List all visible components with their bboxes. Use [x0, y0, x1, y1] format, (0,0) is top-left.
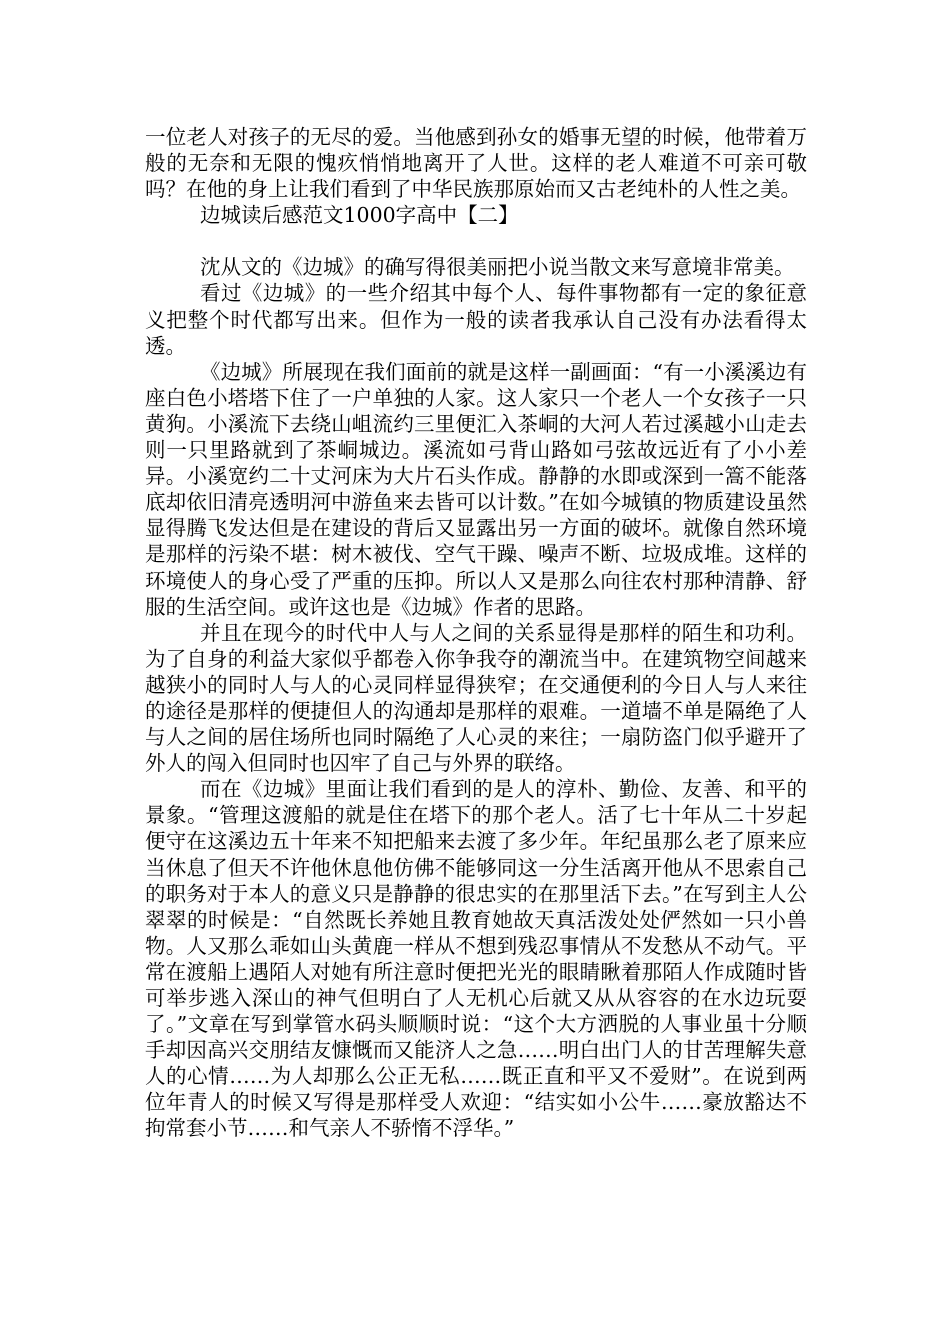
body-paragraph-5: 而在《边城》里面让我们看到的是人的淳朴、勤俭、友善、和平的景象。“管理这渡船的就是住在塔下的那个老人。活了七十年从二十岁起便守在这溪边五十年来不知把船来去渡了多少年。年纪虽那么老了原来应当休息了但天不许他休息他仿佛不能够同这一分生活离开他从不思索自己的职务对于本人的意义只是静静的很忠实的在那里活下去。”在写到主人公翠翠的时候是：“自然既长养她且教育她故天真活泼处处俨然如一只小兽物。人又那么乖如山头黄鹿一样从不想到残忍事情从不发愁从不动气。平常在渡船上遇陌人对她有所注意时便把光光的眼睛瞅着那陌人作成随时皆可举步逃入深山的神气但明白了人无机心后就又从从容容的在水边玩耍了。”文章在写到掌管水码头顺顺时说：“这个大方洒脱的人事业虽十分顺手却因高兴交朋结友慷慨而又能济人之急……明白出门人的甘苦理解失意人的心情……为人却那么公正无私……既正直和平又不爱财”。在说到两位年青人的时候又写得是那样受人欢迎：“结实如小公牛……豪放豁达不拘常套小节……和气亲人不骄惰不浮华。”: [145, 777, 807, 1141]
blank-line: [145, 228, 807, 254]
body-paragraph-3: 《边城》所展现在我们面前的就是这样一副画面：“有一小溪溪边有座白色小塔塔下住了一户单独的人家。这人家只一个老人一个女孩子一只黄狗。小溪流下去绕山岨流约三里便汇入茶峒的大河人若过溪越小山走去则一只里路就到了茶峒城边。溪流如弓背山路如弓弦故远近有了小小差异。小溪宽约二十丈河床为大片石头作成。静静的水即或深到一篙不能落底却依旧清亮透明河中游鱼来去皆可以计数。”在如今城镇的物质建设虽然显得腾飞发达但是在建设的背后又显露出另一方面的破坏。就像自然环境是那样的污染不堪：树木被伐、空气干躁、噪声不断、垃圾成堆。这样的环境使人的身心受了严重的压抑。所以人又是那么向往农村那种清静、舒服的生活空间。或许这也是《边城》作者的思路。: [145, 359, 807, 619]
section-heading: 边城读后感范文1000字高中【二】: [200, 203, 519, 228]
document-page: [145, 124, 807, 1142]
body-paragraph-2: 看过《边城》的一些介绍其中每个人、每件事物都有一定的象征意义把整个时代都写出来。但作为一般的读者我承认自己没有办法看得太透。: [145, 281, 807, 358]
continued-paragraph: 一位老人对孩子的无尽的爱。当他感到孙女的婚事无望的时候，他带着万般的无奈和无限的愧疚悄悄地离开了人世。这样的老人难道不可亲可敬吗？在他的身上让我们看到了中华民族那原始而又古老纯朴的人性之美。: [145, 125, 807, 202]
body-paragraph-1: 沈从文的《边城》的确写得很美丽把小说当散文来写意境非常美。: [200, 255, 795, 280]
body-paragraph-4: 并且在现今的时代中人与人之间的关系显得是那样的陌生和功利。为了自身的利益大家似乎都卷入你争我夺的潮流当中。在建筑物空间越来越狭小的同时人与人的心灵同样显得狭窄；在交通便利的今日人与人来往的途径是那样的便捷但人的沟通却是那样的艰难。一道墙不单是隔绝了人与人之间的居住场所也同时隔绝了人心灵的来往；一扇防盗门似乎避开了外人的闯入但同时也囚牢了自己与外界的联络。: [145, 620, 807, 776]
